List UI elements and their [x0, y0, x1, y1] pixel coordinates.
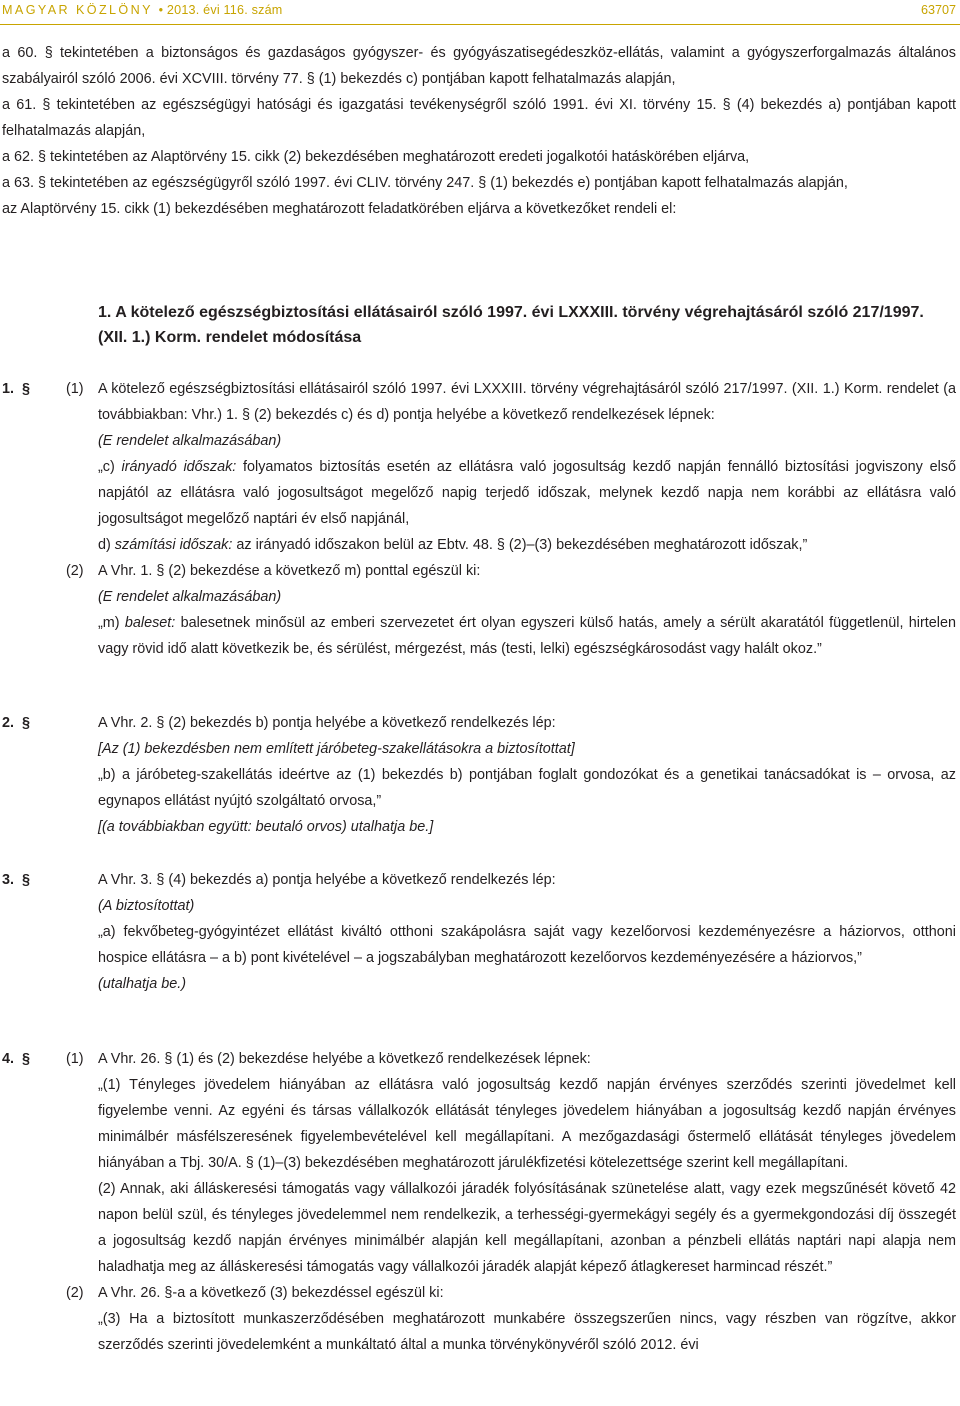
amendment-intro: A Vhr. 2. § (2) bekezdés b) pontja helyébe a következő rendelkezés lép:: [98, 715, 556, 731]
context-text: [Az (1) bekezdésben nem említett járóbeteg-szakellátásokra a biztosítottat]: [98, 741, 575, 757]
amended-point-m: „m) baleset: balesetnek minősül az emberi szervezetet ért olyan egyszeri külső hatás, amely a sérült akaratától függetlenül, hirtelen vagy rövid idő alatt következik be, és sérülést, mérgezést, más (testi, lelki) egészségkárosodást vagy halált okoz.”: [98, 615, 956, 657]
preamble-paragraph: a 62. § tekintetében az Alaptörvény 15. cikk (2) bekezdésében meghatározott eredeti jogalkotói hatáskörében eljárva,: [2, 149, 750, 165]
section-sign: §: [22, 872, 31, 888]
section-3: [0, 867, 956, 997]
section-number: 1.: [2, 381, 15, 397]
section-2: [0, 710, 956, 840]
preamble-paragraph: az Alaptörvény 15. cikk (1) bekezdésében meghatározott feladatkörében eljárva a következőket rendeli el:: [2, 201, 677, 217]
section-number: 2.: [2, 715, 15, 731]
preamble-paragraph: a 61. § tekintetében az egészségügyi hatósági és igazgatási tevékenységről szóló 1991. évi XI. törvény 15. § (4) bekezdés a) pontjában kapott felhatalmazás alapján,: [2, 97, 956, 139]
preamble-paragraph: a 63. § tekintetében az egészségügyről szóló 1997. évi CLIV. törvény 247. § (1) bekezdés e) pontjában kapott felhatalmazás alapján,: [2, 175, 848, 191]
section-4: [0, 1046, 956, 1358]
paragraph-number: (1): [66, 1051, 84, 1067]
amendment-intro: A Vhr. 26. §-a a következő (3) bekezdéssel egészül ki:: [98, 1285, 444, 1301]
section-sign: §: [22, 715, 31, 731]
amended-paragraph-1: „(1) Tényleges jövedelem hiányában az ellátásra való jogosultság kezdő napján érvényes szerződés szerinti jövedelmet kell figyelembe venni. Az egyéni és társas vállalkozók ellátását tényleges jövedelem hiányában a jogosultság kezdő napján érvényes minimálbér másfélszeresének figyelembevételével kell megállapítani. A mezőgazdasági őstermelő ellátását tényleges jövedelem hiányában a Tbj. 30/A. § (1)–(3) bekezdésében meghatározott járulékfizetési kötelezettsége szerint kell megállapítani.: [98, 1077, 956, 1171]
amended-point-b: „b) a járóbeteg-szakellátás ideértve az (1) bekezdés b) pontjában foglalt gondozókat és a genetikai tanácsadókat is – orvosa, az egynapos ellátást nyújtó szolgáltató orvosa,”: [98, 767, 956, 809]
issue-info: • 2013. évi 116. szám: [158, 3, 283, 17]
paragraph-number: (2): [66, 563, 84, 579]
context-text: (E rendelet alkalmazásában): [98, 433, 282, 449]
page-number: 63707: [920, 3, 956, 17]
amended-point-c: „c) irányadó időszak: folyamatos biztosítás esetén az ellátásra való jogosultság kezdő napján fennálló biztosítási jogviszony első napjától az ellátásra való jogosultságot megelőző napig terjedő időszak, melynek kezdő napja nem korábbi az ellátásra való jogosultságot megelőző naptári év első napjánál,: [98, 459, 956, 527]
chapter-title: 1. A kötelező egészségbiztosítási ellátásairól szóló 1997. évi LXXXIII. törvény végrehajtásáról szóló 217/1997. (XII. 1.) Korm. rendelet módosítása: [98, 304, 924, 346]
section-1: [0, 376, 956, 662]
preamble: [2, 40, 956, 222]
amendment-intro: A Vhr. 26. § (1) és (2) bekezdése helyébe a következő rendelkezések lépnek:: [98, 1051, 591, 1067]
section-sign: §: [22, 381, 31, 397]
amendment-intro: A Vhr. 1. § (2) bekezdése a következő m) ponttal egészül ki:: [98, 563, 481, 579]
paragraph-number: (1): [66, 381, 84, 397]
page-header: [0, 0, 960, 24]
closing-text: (utalhatja be.): [98, 976, 186, 992]
amended-paragraph-2: (2) Annak, aki álláskeresési támogatás vagy vállalkozói járadék folyósításának szünetelése alatt, vagy ezek megszűnését követő 42 napon belül szül, és tényleges jövedelemmel nem rendelkezik, a terhességi-gyermekágyi segély és a gyermekgondozási díj összegét a jogosultság kezdő napján érvényes minimálbér alapján kell megállapítani, azonban a pénzbeli ellátás naptári napi alapja nem haladhatja meg az álláskeresési támogatás vagy vállalkozói járadék alapját képező átlagkereset harmincad részét.”: [98, 1181, 956, 1275]
amendment-intro: A Vhr. 3. § (4) bekezdés a) pontja helyébe a következő rendelkezés lép:: [98, 872, 556, 888]
context-text: (E rendelet alkalmazásában): [98, 589, 282, 605]
publication-title: MAGYAR KÖZLÖNY • 2013. évi 116. szám: [2, 3, 283, 17]
amended-point-a: „a) fekvőbeteg-gyógyintézet ellátást kiváltó otthoni szakápolásra saját vagy kezelőorvosi kezdeményezésre a háziorvos, otthoni hospice ellátásra – a b) pont kivételével – a jogszabályban meghatározott kezelőorvos kezdeményezésére a háziorvos,”: [98, 924, 956, 966]
preamble-paragraph: a 60. § tekintetében a biztonságos és gazdaságos gyógyszer- és gyógyászatisegédeszköz-ellátás, valamint a gyógyszerforgalmazás általános szabályairól szóló 2006. évi XCVIII. törvény 77. § (1) bekezdés c) pontjában kapott felhatalmazás alapján,: [2, 45, 956, 87]
context-text: (A biztosítottat): [98, 898, 195, 914]
section-number: 3.: [2, 872, 15, 888]
amended-point-d: d) számítási időszak: az irányadó időszakon belül az Ebtv. 48. § (2)–(3) bekezdésében meghatározott időszak,”: [98, 537, 808, 553]
amendment-intro: A kötelező egészségbiztosítási ellátásairól szóló 1997. évi LXXXIII. törvény végrehajtásáról szóló 217/1997. (XII. 1.) Korm. rendelet (a továbbiakban: Vhr.) 1. § (2) bekezdés c) és d) pontja helyébe a következő rendelkezések lépnek:: [98, 381, 956, 423]
paragraph-number: (2): [66, 1285, 84, 1301]
section-number: 4.: [2, 1051, 15, 1067]
section-sign: §: [22, 1051, 31, 1067]
amended-paragraph-3: „(3) Ha a biztosított munkaszerződésében meghatározott munkabére összegszerűen nincs, vagy részben van rögzítve, akkor szerződés szerinti jövedelemként a munkáltató által a munka törvénykönyvéről szóló 2012. évi: [98, 1311, 956, 1353]
closing-text: [(a továbbiakban együtt: beutaló orvos) utalhatja be.]: [98, 819, 434, 835]
header-rule: [0, 24, 960, 25]
